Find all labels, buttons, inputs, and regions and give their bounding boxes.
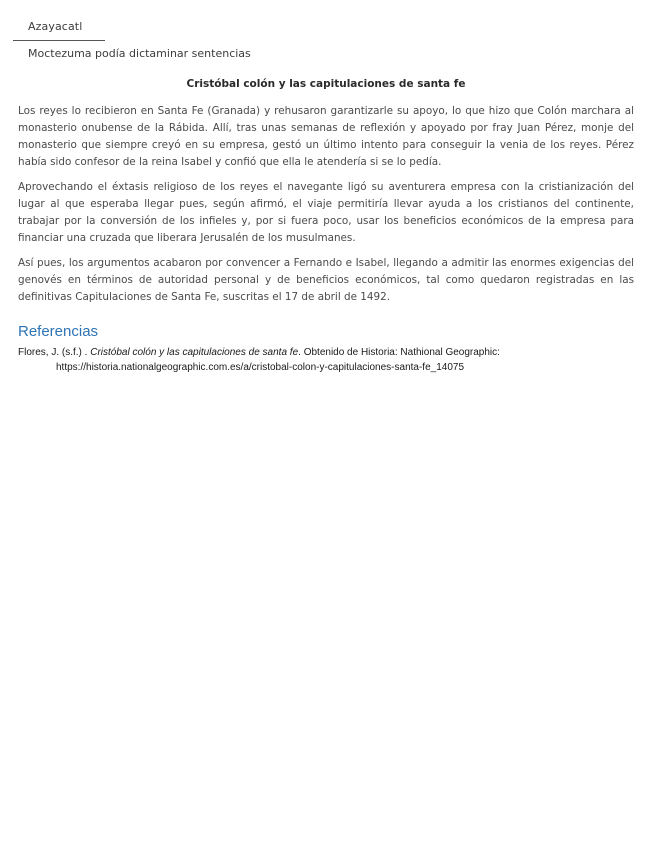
paragraph: Aprovechando el éxtasis religioso de los reyes el navegante ligó su aventurera empresa con la cristianización del lugar al que esperaba llegar pues, según afirmó, el viaje permitiría llevar ayuda a los cristianos del continente, trabajar por la conversión de los infieles y, por si fuera poco, usar los beneficios económicos de la empresa para financiar una cruzada que liberara Jerusalén de los musulmanes.: [18, 181, 634, 244]
reference-author: Flores, J. (s.f.) .: [18, 347, 91, 358]
reference-source: . Obtenido de Historia: Nathional Geographic: https://historia.nationalgeographic.com.es/a/cristobal-colon-y-capitulaciones-santa-fe_14075: [56, 347, 500, 373]
footnote-divider: [13, 40, 105, 41]
references-heading: Referencias: [18, 323, 99, 340]
body-text: [18, 103, 634, 314]
paragraph: Los reyes lo recibieron en Santa Fe (Granada) y rehusaron garantizarle su apoyo, lo que hizo que Colón marchara al monasterio onubense de la Rábida. Allí, tras unas semanas de reflexión y apoyado por fray Juan Pérez, monje del monasterio que siempre creyó en su empresa, gestó un último intento para conseguir la venia de los reyes. Pérez había sido confesor de la reina Isabel y confió que ella le atendería si se lo pedía.: [18, 105, 634, 168]
document-title: Cristóbal colón y las capitulaciones de santa fe: [186, 78, 466, 90]
footnote-name: Azayacatl: [28, 20, 83, 33]
reference-title: Cristóbal colón y las capitulaciones de santa fe: [90, 347, 299, 358]
reference-entry: [18, 345, 638, 375]
paragraph: Así pues, los argumentos acabaron por convencer a Fernando e Isabel, llegando a admitir las enormes exigencias del genovés en términos de autoridad personal y de beneficios económicos, tal como quedaron registradas en las definitivas Capitulaciones de Santa Fe, suscritas el 17 de abril de 1492.: [18, 257, 634, 303]
footnote-text: Moctezuma podía dictaminar sentencias: [28, 47, 251, 60]
